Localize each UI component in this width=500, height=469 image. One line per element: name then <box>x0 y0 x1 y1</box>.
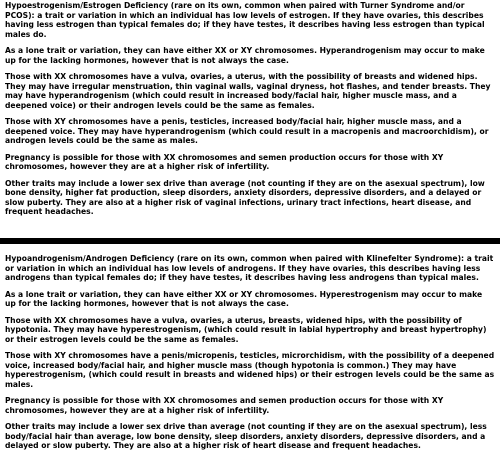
paragraph: As a lone trait or variation, they can have either XX or XY chromosomes. Hyperestrogenism may occur to make up for the lacking hormones, however that is not always the case. <box>5 289 483 308</box>
paragraph: Those with XX chromosomes have a vulva, ovaries, a uterus, breasts, widened hips, with the possibility of hypotonia. They may have hyperestrogenism, (which could result in labial hypertrophy and breast hypertrophy) or their estrogen levels could be the same as females. <box>5 315 487 344</box>
section-heading-paragraph: Hypoestrogenism/Estrogen Deficiency (rare on its own, common when paired with Turner Syndrome and/or PCOS): a trait or variation in which an individual has low levels of estrogen. If they have ovaries, this describes having less estrogen than typical females do; if they have testes, it describes having less estrogen than typical males do. <box>5 1 485 39</box>
paragraph: Those with XX chromosomes have a vulva, ovaries, a uterus, with the possibility of breasts and widened hips. They may have irregular menstruation, thin vaginal walls, vaginal dryness, hot flashes, and tender breasts. They may have hyperandrogenism (which could result in increased body/facial hair, higher muscle mass, and a deepened voice) or their androgen levels could be the same as females. <box>5 72 491 110</box>
androgen-deficiency-section <box>5 254 495 458</box>
estrogen-deficiency-section <box>5 1 495 224</box>
paragraph: Pregnancy is possible for those with XX chromosomes and semen production occurs for those with XY chromosomes, however they are at a higher risk of infertility. <box>5 396 444 415</box>
paragraph: As a lone trait or variation, they can have either XX or XY chromosomes. Hyperandrogenism may occur to make up for the lacking hormones, however that is not always the case. <box>5 46 485 65</box>
section-heading-paragraph: Hypoandrogenism/Androgen Deficiency (rare on its own, common when paired with Klinefelter Syndrome): a trait or variation in which an individual has low levels of androgens. If they have ovaries, this describes having less androgens than typical females do; if they have testes, it describes having less androgens than typical males. <box>5 254 494 282</box>
paragraph: Those with XY chromosomes have a penis, testicles, increased body/facial hair, higher muscle mass, and a deepened voice. They may have hyperandrogenism (which could result in a macropenis and macroorchidism), or androgen levels could be the same as males. <box>5 117 489 145</box>
paragraph: Pregnancy is possible for those with XX chromosomes and semen production occurs for those with XY chromosomes, however they are at a higher risk of infertility. <box>5 152 444 171</box>
paragraph: Other traits may include a lower sex drive than average (not counting if they are on the asexual spectrum), less body/facial hair than average, low bone density, sleep disorders, anxiety disorders, depressive disorders, and a delayed or slow puberty. They are also at a higher risk of heart disease and frequent headaches. <box>5 422 487 450</box>
paragraph: Those with XY chromosomes have a penis/micropenis, testicles, microrchidism, with the possibility of a deepened voice, increased body/facial hair, and higher muscle mass (though hypotonia is common.) They may have hyperestrogenism, (which could result in breasts and widened hips) or their estrogen levels could be the same as males. <box>5 351 495 389</box>
paragraph: Other traits may include a lower sex drive than average (not counting if they are on the asexual spectrum), low bone density, higher fat production, sleep disorders, anxiety disorders, depressive disorders, and a delayed or slow puberty. They are also at a higher risk of vaginal infections, urinary tract infections, heart disease, and frequent headaches. <box>5 178 485 216</box>
section-divider <box>0 238 500 244</box>
